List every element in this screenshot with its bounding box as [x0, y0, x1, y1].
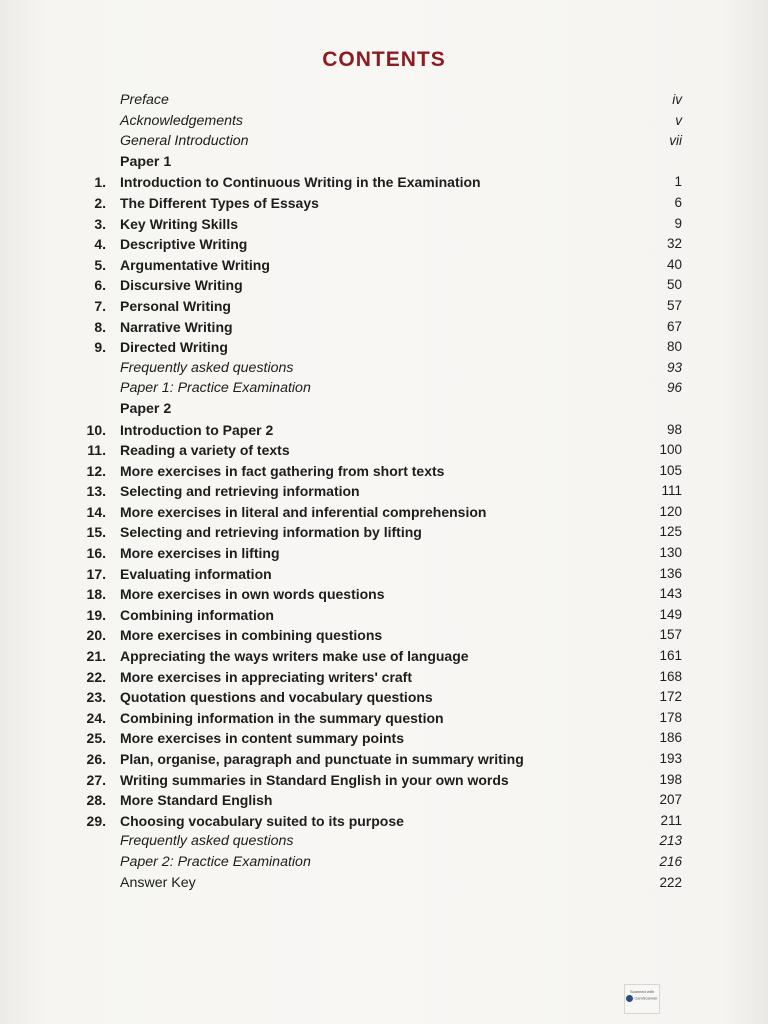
toc-entry-page: 57 [666, 297, 682, 313]
toc-entry-number: 1. [94, 174, 106, 191]
toc-entry-title: The Different Types of Essays [120, 194, 319, 211]
toc-entry-title: Evaluating information [120, 565, 272, 582]
toc-entry [0, 399, 768, 420]
toc-entry [0, 378, 768, 399]
toc-entry-number: 14. [86, 503, 106, 520]
toc-entry-title: More exercises in own words questions [120, 586, 385, 603]
toc-entry-page: 1 [674, 174, 682, 190]
toc-entry-page: 130 [659, 545, 682, 561]
toc-entry-title: More exercises in content summary points [120, 730, 404, 747]
toc-entry-page: 80 [666, 339, 682, 355]
toc-entry-title: Discursive Writing [120, 277, 243, 294]
toc-entry [0, 522, 768, 543]
toc-entry-page: 222 [659, 874, 682, 890]
toc-entry-number: 3. [94, 215, 106, 232]
toc-entry [0, 831, 768, 852]
toc-entry-number: 28. [86, 792, 106, 809]
toc-entry-page: 216 [659, 853, 682, 869]
toc-entry-title: Argumentative Writing [120, 256, 270, 273]
toc-entry [0, 543, 768, 564]
toc-entry-page: 211 [660, 812, 682, 828]
toc-entry-page: 207 [659, 792, 682, 808]
toc-entry-number: 7. [94, 297, 106, 314]
toc-entry [0, 193, 768, 214]
toc-entry-number: 24. [86, 709, 106, 726]
toc-entry-page: 143 [659, 586, 682, 602]
toc-entry-page: 111 [661, 483, 682, 499]
toc-entry [0, 770, 768, 791]
toc-entry-number: 9. [94, 339, 106, 356]
toc-entry [0, 420, 768, 441]
toc-entry-page: 172 [659, 689, 682, 705]
toc-entry-number: 12. [86, 462, 106, 479]
toc-entry-title: Paper 2 [120, 400, 172, 417]
toc-entry-title: Quotation questions and vocabulary questions [120, 689, 433, 706]
toc-entry [0, 625, 768, 646]
toc-entry [0, 646, 768, 667]
toc-entry-number: 2. [94, 194, 106, 211]
toc-entry-title: More exercises in fact gathering from short texts [120, 462, 445, 479]
toc-entry-title: Key Writing Skills [120, 215, 238, 232]
toc-entry [0, 811, 768, 832]
toc-entry-title: Paper 1 [120, 153, 172, 170]
toc-entry-number: 26. [86, 751, 106, 767]
toc-entry-number: 21. [86, 648, 106, 665]
toc-entry-title: Narrative Writing [120, 318, 233, 335]
toc-entry [0, 234, 768, 255]
toc-entry-number: 18. [86, 586, 106, 603]
toc-entry-number: 29. [86, 812, 106, 829]
toc-entry-title: Preface [120, 92, 169, 108]
toc-entry-title: Reading a variety of texts [120, 442, 290, 459]
toc-entry-page: 178 [659, 709, 682, 725]
toc-entry-number: 13. [86, 483, 106, 500]
toc-entry [0, 214, 768, 235]
toc-entry [0, 749, 768, 770]
toc-entry-page: 125 [659, 524, 682, 540]
table-of-contents [0, 90, 768, 893]
toc-entry-number: 15. [86, 524, 106, 541]
toc-entry-page: v [675, 112, 682, 128]
toc-entry [0, 111, 768, 132]
toc-entry-number: 25. [86, 730, 106, 747]
toc-entry-title: Selecting and retrieving information by lifting [120, 524, 422, 541]
toc-entry-title: More exercises in lifting [120, 545, 280, 562]
toc-entry-page: 136 [659, 565, 682, 581]
toc-entry-number: 8. [94, 318, 106, 335]
toc-entry-title: More exercises in appreciating writers' craft [120, 668, 413, 685]
toc-entry-title: More Standard English [120, 792, 273, 809]
toc-entry [0, 172, 768, 193]
toc-entry-page: 105 [659, 462, 682, 478]
toc-entry-number: 23. [86, 689, 106, 706]
toc-entry-number: 11. [87, 442, 106, 459]
toc-entry-title: Appreciating the ways writers make use of language [120, 648, 469, 665]
toc-entry [0, 605, 768, 626]
toc-entry-page: 213 [659, 833, 682, 849]
camscanner-logo-icon [626, 995, 633, 1002]
toc-entry-title: Answer Key [120, 874, 196, 891]
toc-entry-number: 22. [86, 668, 106, 685]
toc-entry-title: Plan, organise, paragraph and punctuate in summary writing [120, 751, 524, 767]
toc-entry-title: Introduction to Paper 2 [120, 421, 274, 438]
toc-entry [0, 728, 768, 749]
toc-entry-page: 168 [659, 668, 682, 684]
toc-entry-number: 6. [94, 277, 106, 294]
toc-entry-title: More exercises in literal and inferential comprehension [120, 503, 487, 520]
toc-entry-title: Combining information in the summary question [120, 709, 444, 726]
toc-entry-number: 20. [86, 627, 106, 644]
toc-entry-page: 157 [659, 627, 682, 643]
scanner-watermark [624, 984, 660, 1014]
toc-entry-title: Frequently asked questions [120, 359, 294, 376]
toc-entry [0, 481, 768, 502]
toc-entry-page: 98 [666, 421, 682, 437]
toc-entry-page: 50 [666, 277, 682, 293]
toc-entry-page: 40 [666, 256, 682, 272]
toc-entry-title: Writing summaries in Standard English in your own words [120, 771, 509, 788]
toc-entry [0, 873, 768, 894]
toc-entry-page: iv [672, 92, 682, 107]
toc-entry-title: Choosing vocabulary suited to its purpose [120, 812, 404, 829]
toc-entry-number: 5. [94, 256, 106, 273]
toc-entry-number: 4. [94, 236, 106, 253]
toc-entry [0, 852, 768, 873]
toc-entry-page: 193 [659, 751, 682, 766]
toc-entry [0, 461, 768, 482]
toc-entry [0, 90, 768, 111]
toc-entry [0, 708, 768, 729]
toc-entry-title: Personal Writing [120, 297, 231, 314]
toc-entry-page: 9 [674, 215, 682, 231]
toc-entry [0, 440, 768, 461]
toc-entry [0, 584, 768, 605]
toc-entry-title: Directed Writing [120, 339, 228, 356]
toc-entry-title: Introduction to Continuous Writing in the Examination [120, 174, 481, 191]
toc-entry-page: 149 [659, 606, 682, 622]
toc-entry-page: 32 [666, 236, 682, 252]
toc-entry-title: Descriptive Writing [120, 236, 248, 253]
toc-entry-number: 17. [86, 565, 106, 582]
toc-entry-title: More exercises in combining questions [120, 627, 383, 644]
toc-entry-page: 120 [659, 503, 682, 519]
toc-entry [0, 255, 768, 276]
toc-entry [0, 564, 768, 585]
toc-entry-title: Combining information [120, 606, 274, 623]
toc-entry-page: 186 [659, 730, 682, 746]
toc-entry-page: 161 [659, 648, 682, 664]
toc-entry [0, 358, 768, 379]
toc-entry-page: 67 [666, 318, 682, 334]
toc-entry-page: vii [669, 133, 682, 149]
page-title: CONTENTS [322, 48, 446, 71]
scanner-watermark-line1: Scanned with [629, 989, 654, 994]
toc-entry [0, 502, 768, 523]
toc-entry-number: 10. [86, 421, 106, 438]
toc-entry-number: 27. [86, 771, 106, 788]
toc-entry-number: 19. [86, 606, 106, 623]
toc-entry [0, 687, 768, 708]
toc-entry [0, 131, 768, 152]
toc-entry-page: 96 [666, 380, 682, 396]
toc-entry-title: General Introduction [120, 133, 249, 150]
toc-entry [0, 275, 768, 296]
toc-entry-title: Frequently asked questions [120, 833, 294, 850]
toc-entry-title: Acknowledgements [120, 112, 244, 129]
toc-entry-page: 100 [659, 442, 682, 458]
toc-entry [0, 296, 768, 317]
toc-entry [0, 337, 768, 358]
toc-entry [0, 790, 768, 811]
scanner-watermark-line2: CamScanner [634, 995, 658, 1001]
toc-entry-title: Selecting and retrieving information [120, 483, 360, 500]
toc-entry-number: 16. [86, 545, 106, 562]
toc-entry-page: 198 [659, 771, 682, 787]
toc-entry [0, 667, 768, 688]
toc-entry-title: Paper 2: Practice Examination [120, 853, 311, 870]
toc-entry-page: 93 [666, 359, 682, 375]
toc-entry [0, 317, 768, 338]
toc-entry-title: Paper 1: Practice Examination [120, 380, 311, 397]
toc-entry [0, 152, 768, 173]
toc-entry-page: 6 [674, 194, 682, 210]
